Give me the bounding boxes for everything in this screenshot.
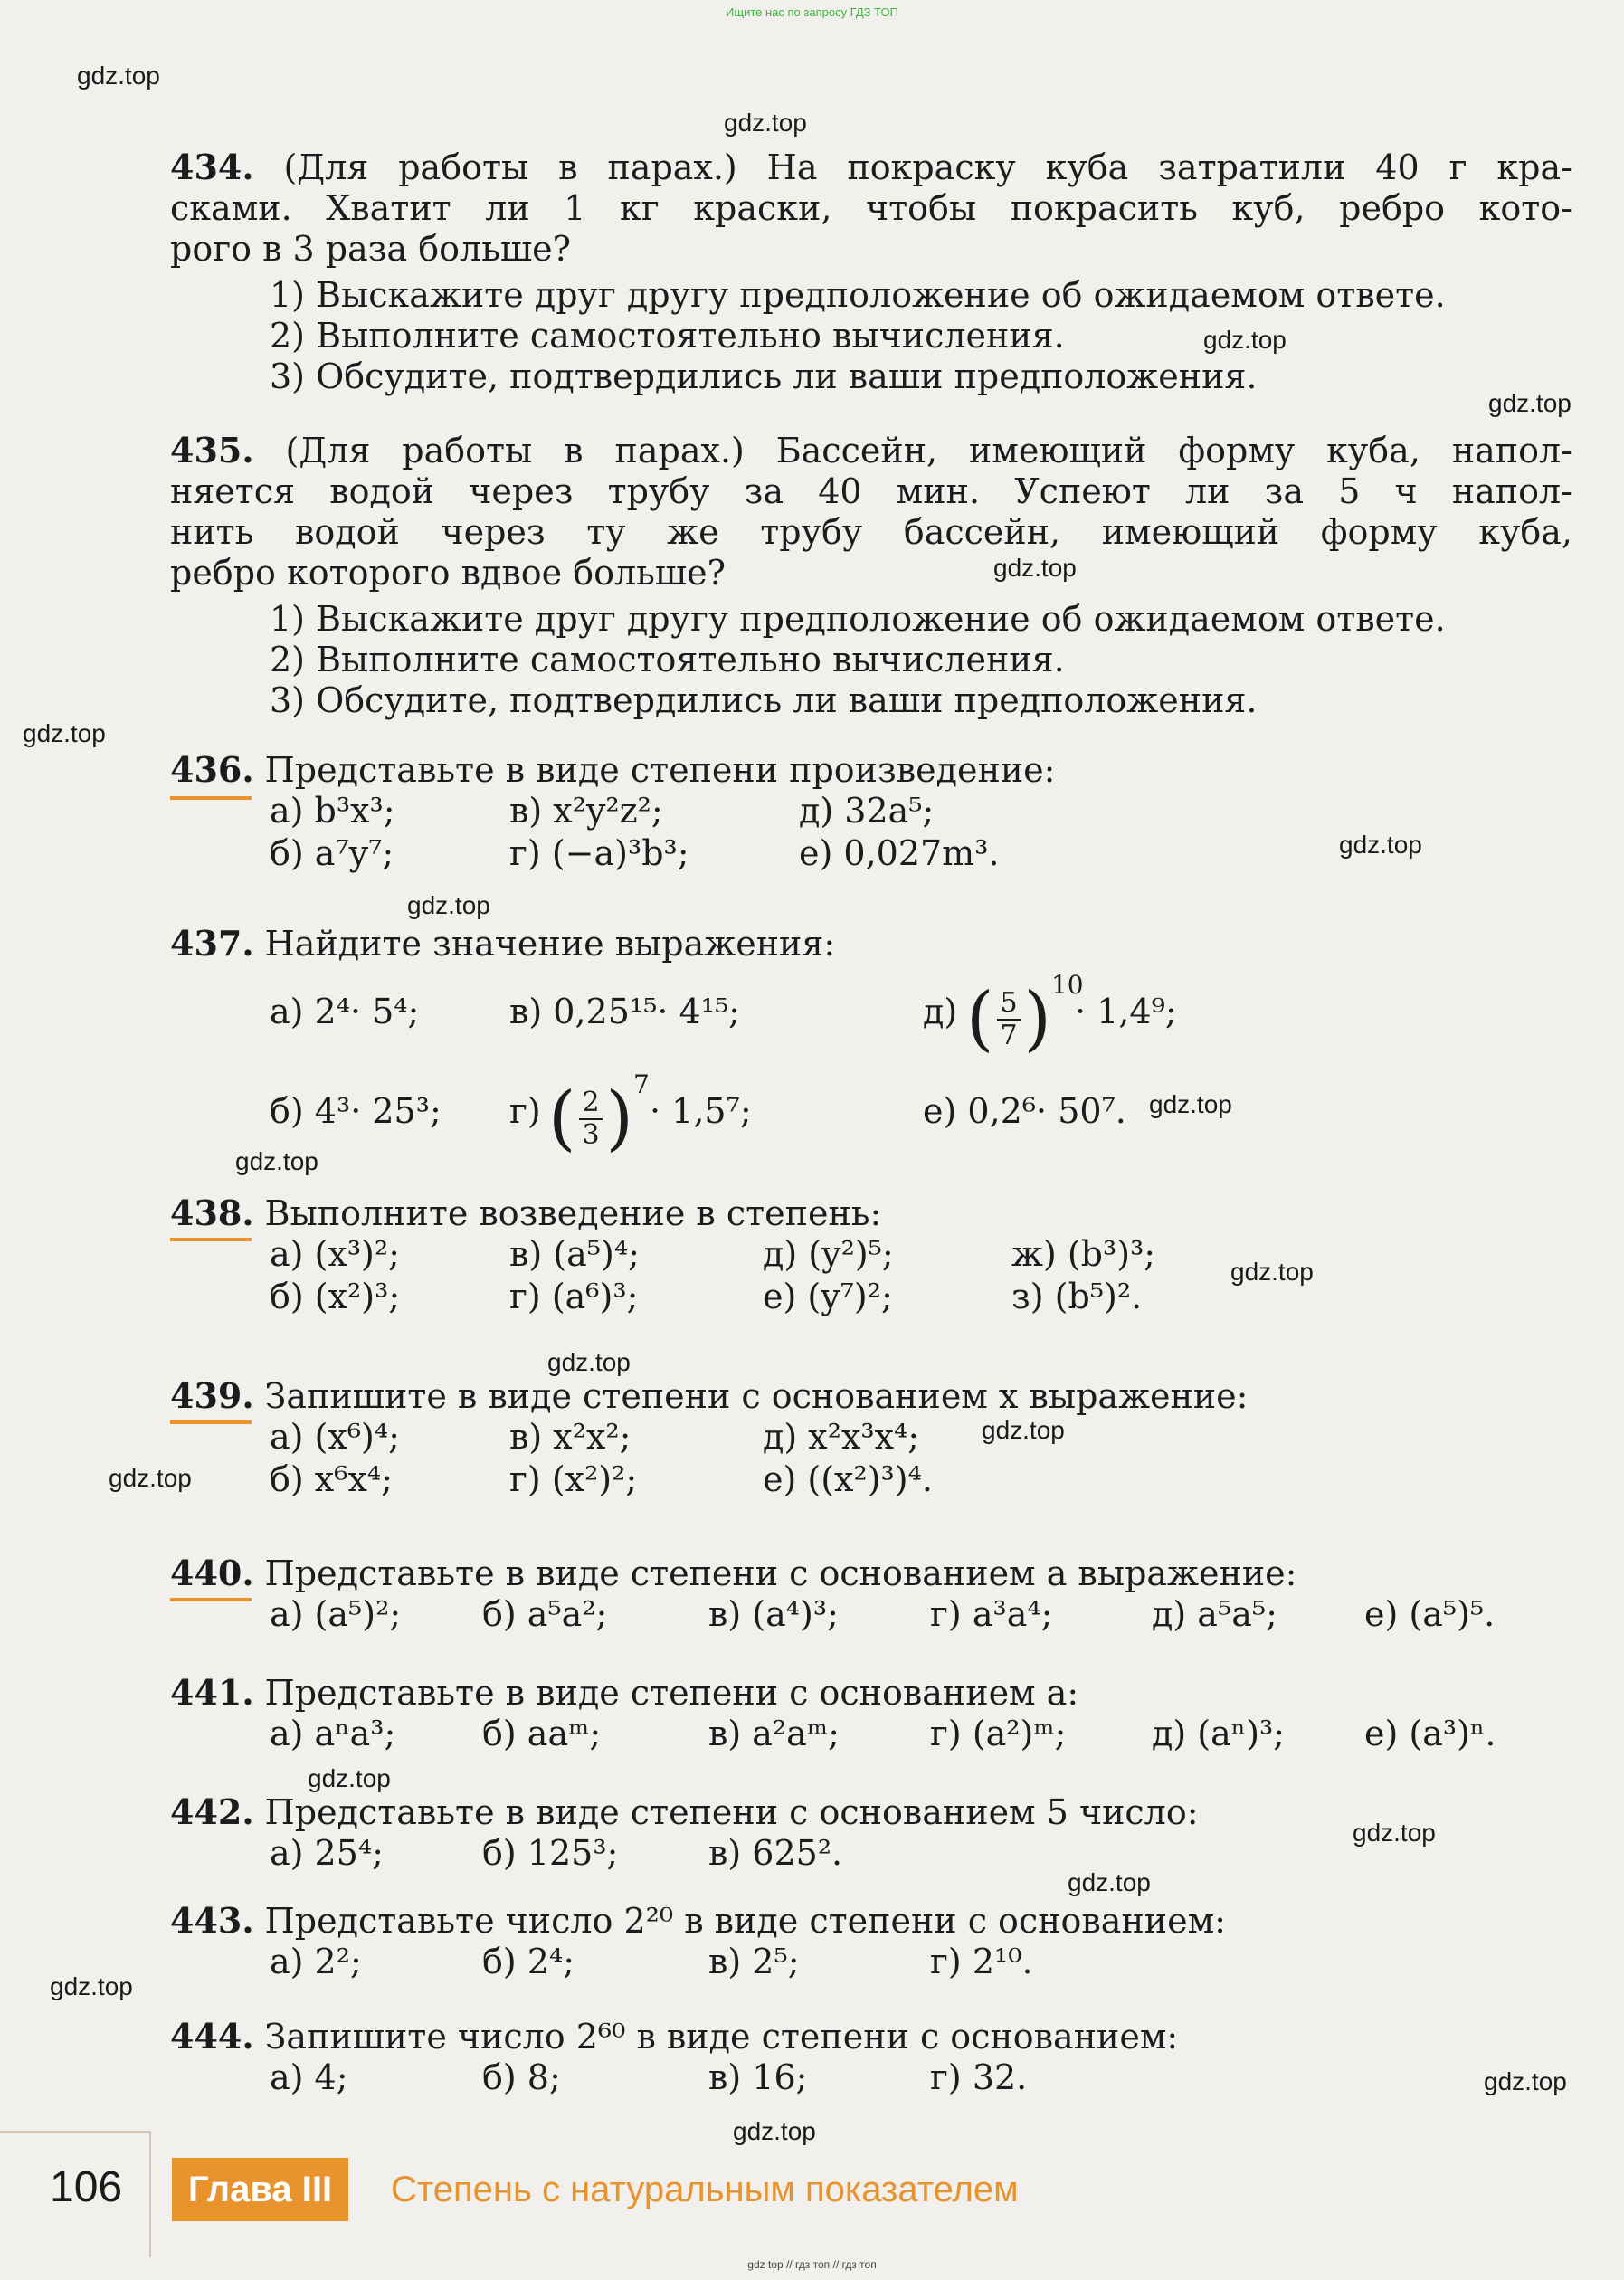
exercise-step: 3) Обсудите, подтвердились ли ваши предположения. <box>270 680 1258 720</box>
answer-item: в) x²x²; <box>509 1417 632 1457</box>
exercise-prompt: Представьте в виде степени произведение: <box>264 750 1056 790</box>
answer-item: е) (a⁵)⁵. <box>1364 1594 1496 1634</box>
watermark: gdz.top <box>50 1972 133 2000</box>
watermark: gdz.top <box>724 109 807 137</box>
answer-item: д) a⁵a⁵; <box>1152 1594 1277 1634</box>
answer-item: г) 2¹⁰. <box>930 1942 1033 1981</box>
answer-item: г) (a²)ᵐ; <box>930 1714 1067 1753</box>
answer-item: д) <box>923 992 958 1031</box>
exercise-step: 3) Обсудите, подтвердились ли ваши предположения. <box>270 356 1258 396</box>
chapter-label: Глава III <box>172 2158 348 2221</box>
answer-item: а) 2²; <box>270 1942 362 1981</box>
exercise-number: 437. <box>170 923 254 964</box>
header-note: Ищите нас по запросу ГДЗ ТОП <box>726 5 898 19</box>
watermark: gdz.top <box>733 2117 816 2145</box>
answer-item: · 1,5⁷; <box>650 1091 752 1131</box>
answer-item: а) (a⁵)²; <box>270 1594 402 1634</box>
exercise-number: 439. <box>170 1375 254 1416</box>
exercise-440 <box>170 1553 1572 1637</box>
answer-item: б) 4³· 25³; <box>270 1091 442 1131</box>
exercise-prompt: Представьте в виде степени с основанием a: <box>264 1673 1079 1713</box>
answer-item: д) (y²)⁵; <box>763 1234 894 1274</box>
exercise-437 <box>170 923 1572 1164</box>
exercise-438 <box>170 1192 1572 1319</box>
exercise-step: 2) Выполните самостоятельно вычисления. <box>270 316 1065 356</box>
exercise-prompt: Выполните возведение в степень: <box>264 1193 882 1233</box>
answer-item: в) (a⁵)⁴; <box>509 1234 640 1274</box>
answer-item: в) (a⁴)³; <box>708 1594 839 1634</box>
answer-item: в) a²aᵐ; <box>708 1714 840 1753</box>
exercise-text-line: нить водой через ту же трубу бассейн, имеющий форму куба, <box>170 512 1572 552</box>
answer-item: а) aⁿa³; <box>270 1714 396 1753</box>
answer-item: в) 0,25¹⁵· 4¹⁵; <box>509 992 740 1031</box>
answer-item: е) 0,027m³. <box>799 833 1000 873</box>
footer-divider <box>149 2131 151 2257</box>
watermark: gdz.top <box>993 554 1077 582</box>
exercise-text-line: рого в 3 раза больше? <box>170 229 572 269</box>
fraction-numerator: 5 <box>997 988 1020 1021</box>
answer-item: а) 4; <box>270 2057 348 2097</box>
exercise-prompt: Найдите значение выражения: <box>264 924 836 964</box>
answer-item: б) (x²)³; <box>270 1277 401 1316</box>
exercise-number: 441. <box>170 1672 254 1713</box>
exercise-prompt: Представьте в виде степени с основанием a выражение: <box>264 1553 1297 1593</box>
exercise-prompt: Представьте число 2²⁰ в виде степени с основанием: <box>264 1901 1226 1941</box>
answer-item: г) <box>509 1091 541 1131</box>
answer-item: а) (x⁶)⁴; <box>270 1417 400 1457</box>
exercise-number: 436. <box>170 749 254 790</box>
answer-item: в) 16; <box>708 2057 808 2097</box>
answer-item: г) (−a)³b³; <box>509 833 689 873</box>
exercise-435 <box>170 430 1572 721</box>
answer-item: в) 2⁵; <box>708 1942 800 1981</box>
watermark: gdz.top <box>547 1348 631 1376</box>
chapter-title: Степень с натуральным показателем <box>391 2170 1019 2209</box>
exercise-text-line: (Для работы в парах.) На покраску куба затратили 40 г кра- <box>283 147 1572 187</box>
exercise-step: 1) Выскажите друг другу предположение об ожидаемом ответе. <box>270 599 1446 639</box>
answer-item: д) (aⁿ)³; <box>1152 1714 1286 1753</box>
exercise-prompt: Запишите число 2⁶⁰ в виде степени с основанием: <box>264 2017 1179 2057</box>
watermark: gdz.top <box>109 1464 192 1492</box>
exercise-text-line: ребро которого вдвое больше? <box>170 553 726 593</box>
exercise-439 <box>170 1375 1572 1502</box>
answer-item: г) 32. <box>930 2057 1028 2097</box>
exercise-444 <box>170 2016 1572 2100</box>
watermark: gdz.top <box>23 719 106 747</box>
answer-item: б) a⁵a²; <box>482 1594 608 1634</box>
answer-item: б) a⁷y⁷; <box>270 833 394 873</box>
exercise-443 <box>170 1900 1572 1984</box>
exercise-text-line: няется водой через трубу за 40 мин. Успеют ли за 5 ч напол- <box>170 471 1572 511</box>
answer-item: з) (b⁵)². <box>1011 1277 1143 1316</box>
exercise-number: 435. <box>170 430 254 470</box>
answer-item: а) 25⁴; <box>270 1833 384 1873</box>
fraction-denominator: 3 <box>582 1118 600 1151</box>
watermark: gdz.top <box>1484 2067 1567 2095</box>
fraction-power: ( $\frac{5}{7}$ )$^{10}$ <box>966 970 1084 1059</box>
exercise-prompt: Запишите в виде степени с основанием x выражение: <box>264 1376 1249 1416</box>
exercise-text-line: (Для работы в парах.) Бассейн, имеющий форму куба, напол- <box>285 431 1572 470</box>
answer-item: г) (a⁶)³; <box>509 1277 639 1316</box>
exercise-number: 440. <box>170 1553 254 1593</box>
answer-item: б) 8; <box>482 2057 561 2097</box>
answer-item: д) 32a⁵; <box>799 791 935 831</box>
watermark: gdz.top <box>77 62 160 90</box>
answer-item: а) 2⁴· 5⁴; <box>270 992 420 1031</box>
answer-item: б) 2⁴; <box>482 1942 575 1981</box>
answer-item: б) 125³; <box>482 1833 619 1873</box>
fraction-exponent: 10 <box>1050 970 1084 1000</box>
answer-item: б) x⁶x⁴; <box>270 1459 393 1499</box>
answer-item: б) aaᵐ; <box>482 1714 602 1753</box>
watermark: gdz.top <box>308 1764 391 1792</box>
answer-item: е) 0,2⁶· 50⁷. <box>923 1091 1126 1131</box>
watermark: gdz.top <box>235 1147 318 1175</box>
exercise-number: 434. <box>170 147 254 187</box>
exercise-434 <box>170 147 1572 397</box>
exercise-442 <box>170 1791 1572 1876</box>
watermark: gdz.top <box>1068 1868 1151 1896</box>
exercise-number: 444. <box>170 2016 254 2057</box>
exercise-prompt: Представьте в виде степени с основанием 5 число: <box>264 1792 1199 1832</box>
exercise-step: 2) Выполните самостоятельно вычисления. <box>270 640 1065 679</box>
answer-item: д) x²x³x⁴; <box>763 1417 920 1457</box>
answer-item: · 1,4⁹; <box>1075 992 1177 1031</box>
watermark: gdz.top <box>1149 1090 1232 1118</box>
fraction-power: ( $\frac{2}{3}$ )$^7$ <box>548 1069 650 1159</box>
exercise-436 <box>170 749 1572 876</box>
exercise-number: 438. <box>170 1192 254 1233</box>
footer-divider <box>0 2131 149 2133</box>
watermark: gdz.top <box>982 1416 1065 1444</box>
fraction-exponent: 7 <box>632 1069 650 1099</box>
watermark: gdz.top <box>1353 1819 1436 1847</box>
answer-item: ж) (b³)³; <box>1011 1234 1156 1274</box>
watermark: gdz.top <box>1339 831 1422 859</box>
exercise-number: 442. <box>170 1791 254 1832</box>
fraction-denominator: 7 <box>1000 1019 1018 1051</box>
page-number: 106 <box>50 2163 123 2211</box>
answer-item: е) (a³)ⁿ. <box>1364 1714 1496 1753</box>
answer-item: е) (y⁷)²; <box>763 1277 893 1316</box>
answer-item: а) b³x³; <box>270 791 395 831</box>
answer-item: г) (x²)²; <box>509 1459 638 1499</box>
answer-item: в) x²y²z²; <box>509 791 663 831</box>
watermark: gdz.top <box>1230 1258 1314 1286</box>
exercise-number: 443. <box>170 1900 254 1941</box>
exercise-step: 1) Выскажите друг другу предположение об ожидаемом ответе. <box>270 275 1446 315</box>
exercise-text-line: сками. Хватит ли 1 кг краски, чтобы покрасить куб, ребро кото- <box>170 188 1572 228</box>
watermark: gdz.top <box>1203 326 1287 354</box>
answer-item: а) (x³)²; <box>270 1234 400 1274</box>
fraction-numerator: 2 <box>579 1088 602 1120</box>
exercise-441 <box>170 1672 1572 1756</box>
answer-item: г) a³a⁴; <box>930 1594 1053 1634</box>
watermark: gdz.top <box>1488 389 1572 417</box>
answer-item: е) ((x²)³)⁴. <box>763 1459 933 1499</box>
answer-item: в) 625². <box>708 1833 843 1873</box>
watermark: gdz.top <box>407 891 490 919</box>
footer-note: gdz top // гдз топ // гдз топ <box>747 2258 877 2271</box>
